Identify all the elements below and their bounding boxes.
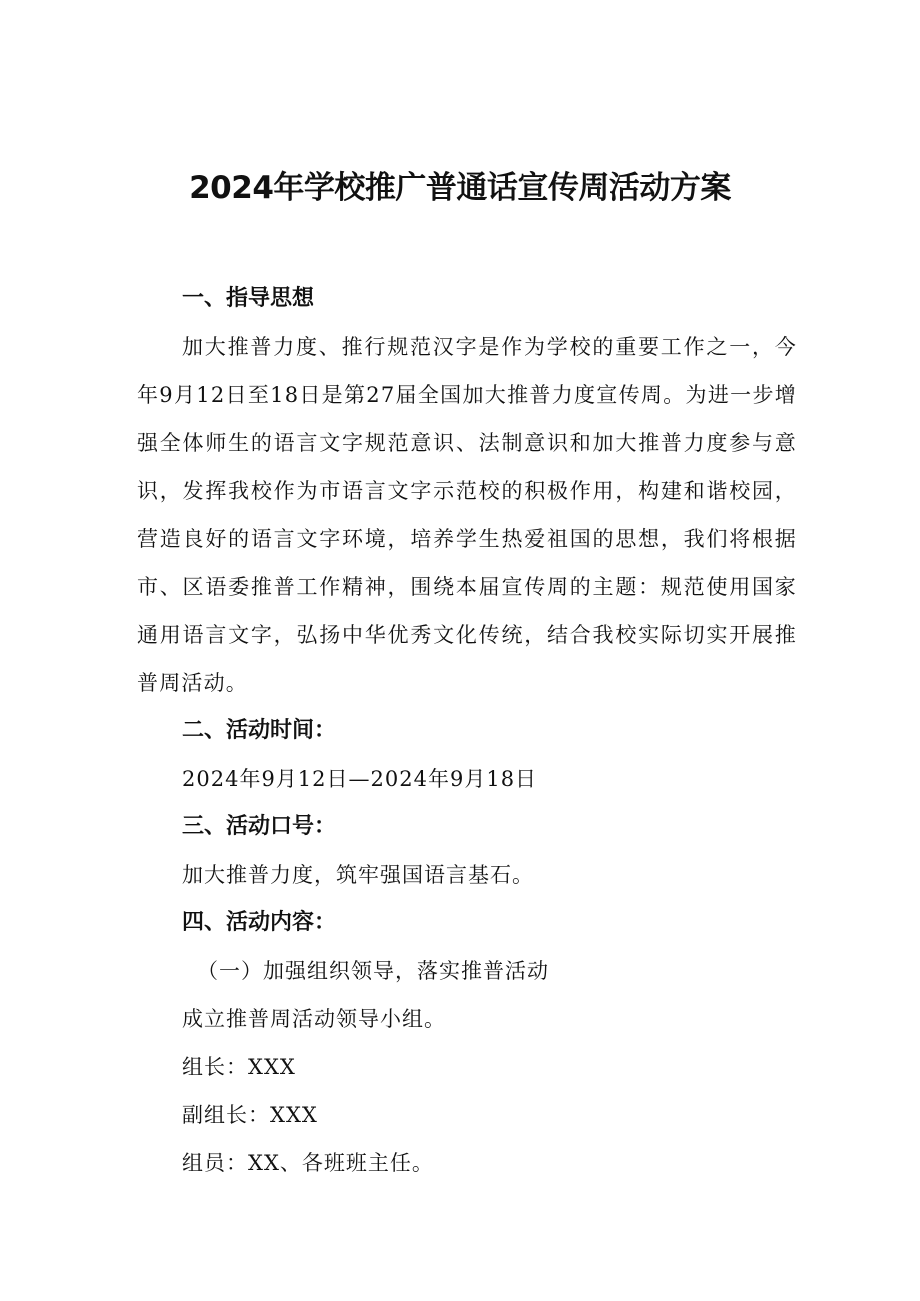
section-heading-slogan: 三、活动口号： (182, 814, 337, 839)
content-line-leader: 组长：XXX (182, 1055, 296, 1079)
content-line: 成立推普周活动领导小组。 (182, 1007, 446, 1031)
content-line-deputy: 副组长：XXX (182, 1103, 318, 1127)
content-subheading: （一）加强组织领导，落实推普活动 (197, 959, 549, 983)
section-heading-guiding: 一、指导思想 (182, 286, 315, 311)
activity-slogan-text: 加大推普力度，筑牢强国语言基石。 (182, 863, 534, 887)
guiding-paragraph: 加大推普力度、推行规范汉字是作为学校的重要工作之一，今年9月12日至18日是第27届全国加大推普力度宣传周。为进一步增强全体师生的语言文字规范意识、法制意识和加大推普力度参与意识，发挥我校作为市语言文字示范校的积极作用，构建和谐校园，营造良好的语言文字环境，培养学生热爱祖国的思想，我们将根据市、区语委推普工作精神，围绕本届宣传周的主题：规范使用国家通用语言文字，弘扬中华优秀文化传统，结合我校实际切实开展推普周活动。 (137, 335, 797, 695)
section-heading-content: 四、活动内容： (182, 910, 337, 935)
content-line-members: 组员：XX、各班班主任。 (182, 1151, 434, 1175)
activity-time-text: 2024年9月12日—2024年9月18日 (182, 767, 538, 791)
document-body (137, 275, 797, 1187)
document-title: 2024年学校推广普通话宣传周活动方案 (189, 170, 731, 206)
section-heading-time: 二、活动时间： (182, 718, 337, 743)
